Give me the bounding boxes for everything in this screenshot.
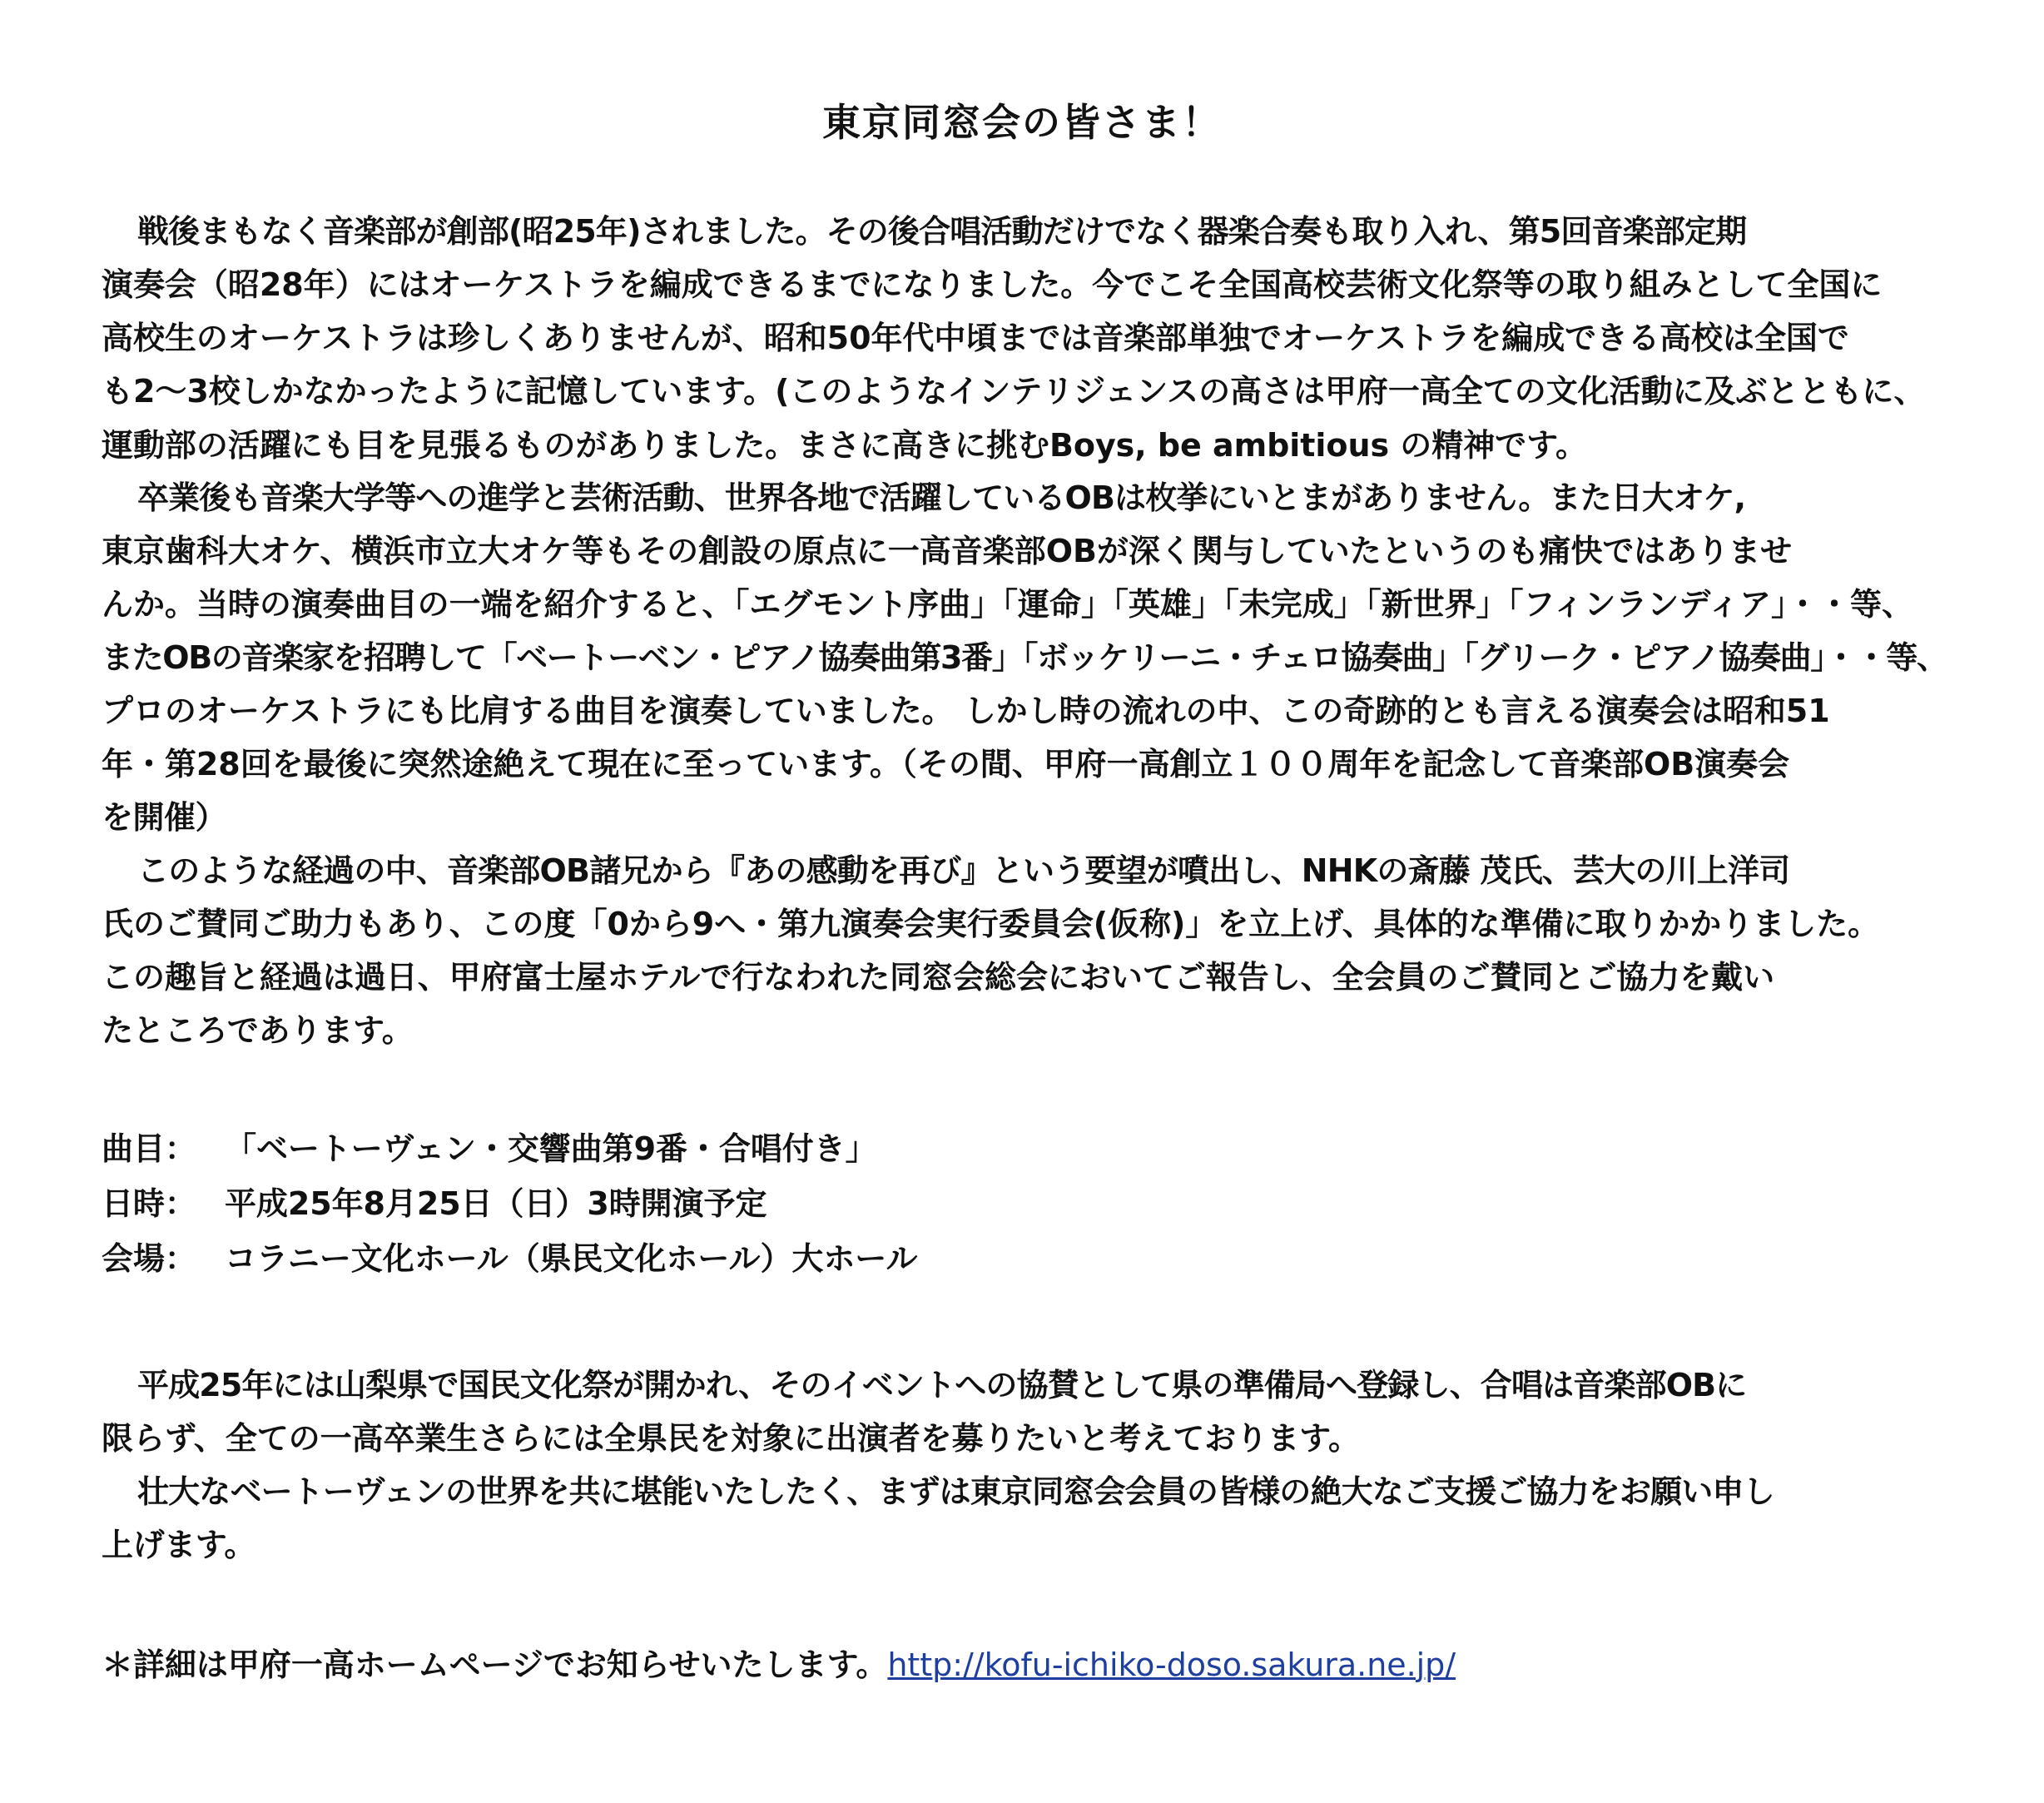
paragraph-1-line-3: 高校生のオーケストラは珍しくありませんが、昭和50年代中頃までは音楽部単独でオーケストラを編成できる高校は全国で [102, 320, 1849, 356]
paragraph-4-line-1: 平成25年には山梨県で国民文化祭が開かれ、そのイベントへの協賛として県の準備局へ登録し、合唱は音楽部OBに [137, 1367, 1747, 1403]
paragraph-4-line-2: 限らず、全ての一高卒業生さらには全県民を対象に出演者を募りたいと考えております。 [102, 1420, 1360, 1457]
page-title: 東京同窓会の皆さま！ [822, 100, 1222, 145]
paragraph-5-line-2: 上げます。 [102, 1527, 256, 1563]
detail-venue [102, 1234, 1949, 1284]
paragraph-2-line-6: 年・第28回を最後に突然途絶えて現在に至っています。（その間、甲府一高創立１００周年を記念して音楽部OB演奏会 [102, 746, 1790, 782]
detail-program [102, 1124, 1949, 1174]
paragraph-2-line-4: またOBの音楽家を招聘して「ベートーベン・ピアノ協奏曲第3番」「ボッケリーニ・チェロ協奏曲」「グリーク・ピアノ協奏曲」・・等、 [102, 639, 1947, 676]
program-value: 「ベートーヴェン・交響曲第9番・合唱付き」 [225, 1130, 877, 1167]
footer-note-text: ＊詳細は甲府一高ホームページでお知らせいたします。 [102, 1647, 888, 1683]
paragraph-1-line-2: 演奏会（昭28年）にはオーケストラを編成できるまでになりました。今でこそ全国高校芸術文化祭等の取り組みとして全国に [102, 266, 1883, 303]
paragraph-1-line-5: 運動部の活躍にも目を見張るものがありました。まさに高きに挑むBoys, be ambitious の精神です。 [102, 427, 1588, 464]
paragraph-3-line-2: 氏のご賛同ご助力もあり、この度「0から9へ・第九演奏会実行委員会(仮称)」を立上げ、具体的な準備に取りかかりました。 [102, 906, 1880, 942]
paragraph-5-line-1: 壮大なベートーヴェンの世界を共に堪能いたしたく、まずは東京同窓会会員の皆様の絶大なご支援ご協力をお願い申し [137, 1473, 1774, 1510]
detail-date [102, 1179, 1949, 1229]
paragraph-3-line-4: たところであります。 [102, 1012, 414, 1049]
paragraph-2-line-5: プロのオーケストラにも比肩する曲目を演奏していました。 しかし時の流れの中、この奇跡的とも言える演奏会は昭和51 [102, 693, 1830, 729]
paragraph-3-line-1: このような経過の中、音楽部OB諸兄から『あの感動を再び』という要望が噴出し、NHKの斎藤 茂氏、芸大の川上洋司 [137, 852, 1790, 889]
program-label: 曲目： [102, 1130, 196, 1167]
venue-label: 会場： [102, 1240, 196, 1277]
date-value: 平成25年8月25日（日）3時開演予定 [225, 1185, 767, 1222]
paragraph-3-line-3: この趣旨と経過は過日、甲府富士屋ホテルで行なわれた同窓会総会においてご報告し、全会員のご賛同とご協力を戴い [102, 959, 1775, 996]
paragraph-2-line-2: 東京歯科大オケ、横浜市立大オケ等もその創設の原点に一高音楽部OBが深く関与していたというのも痛快ではありませ [102, 533, 1793, 569]
paragraph-2-line-1: 卒業後も音楽大学等への進学と芸術活動、世界各地で活躍しているOBは枚挙にいとまがありません。また日大オケ, [137, 479, 1746, 516]
paragraph-1-line-1: 戦後まもなく音楽部が創部(昭25年)されました。その後合唱活動だけでなく器楽合奏も取り入れ、第5回音楽部定期 [137, 213, 1747, 250]
footer-note [102, 1640, 1949, 1690]
homepage-link[interactable]: http://kofu-ichiko-doso.sakura.ne.jp/ [887, 1647, 1456, 1683]
paragraph-1-line-4: も2～3校しかなかったように記憶しています。(このようなインテリジェンスの高さは甲府一高全ての文化活動に及ぶとともに、 [102, 373, 1926, 410]
venue-value: コラニー文化ホール（県民文化ホール）大ホール [225, 1240, 918, 1277]
date-label: 日時： [102, 1185, 196, 1222]
paragraph-2-line-3: んか。当時の演奏曲目の一端を紹介すると、「エグモント序曲」「運命」「英雄」「未完成」「新世界」「フィンランディア」・・等、 [102, 586, 1913, 623]
paragraph-2-line-7: を開催） [102, 799, 227, 836]
